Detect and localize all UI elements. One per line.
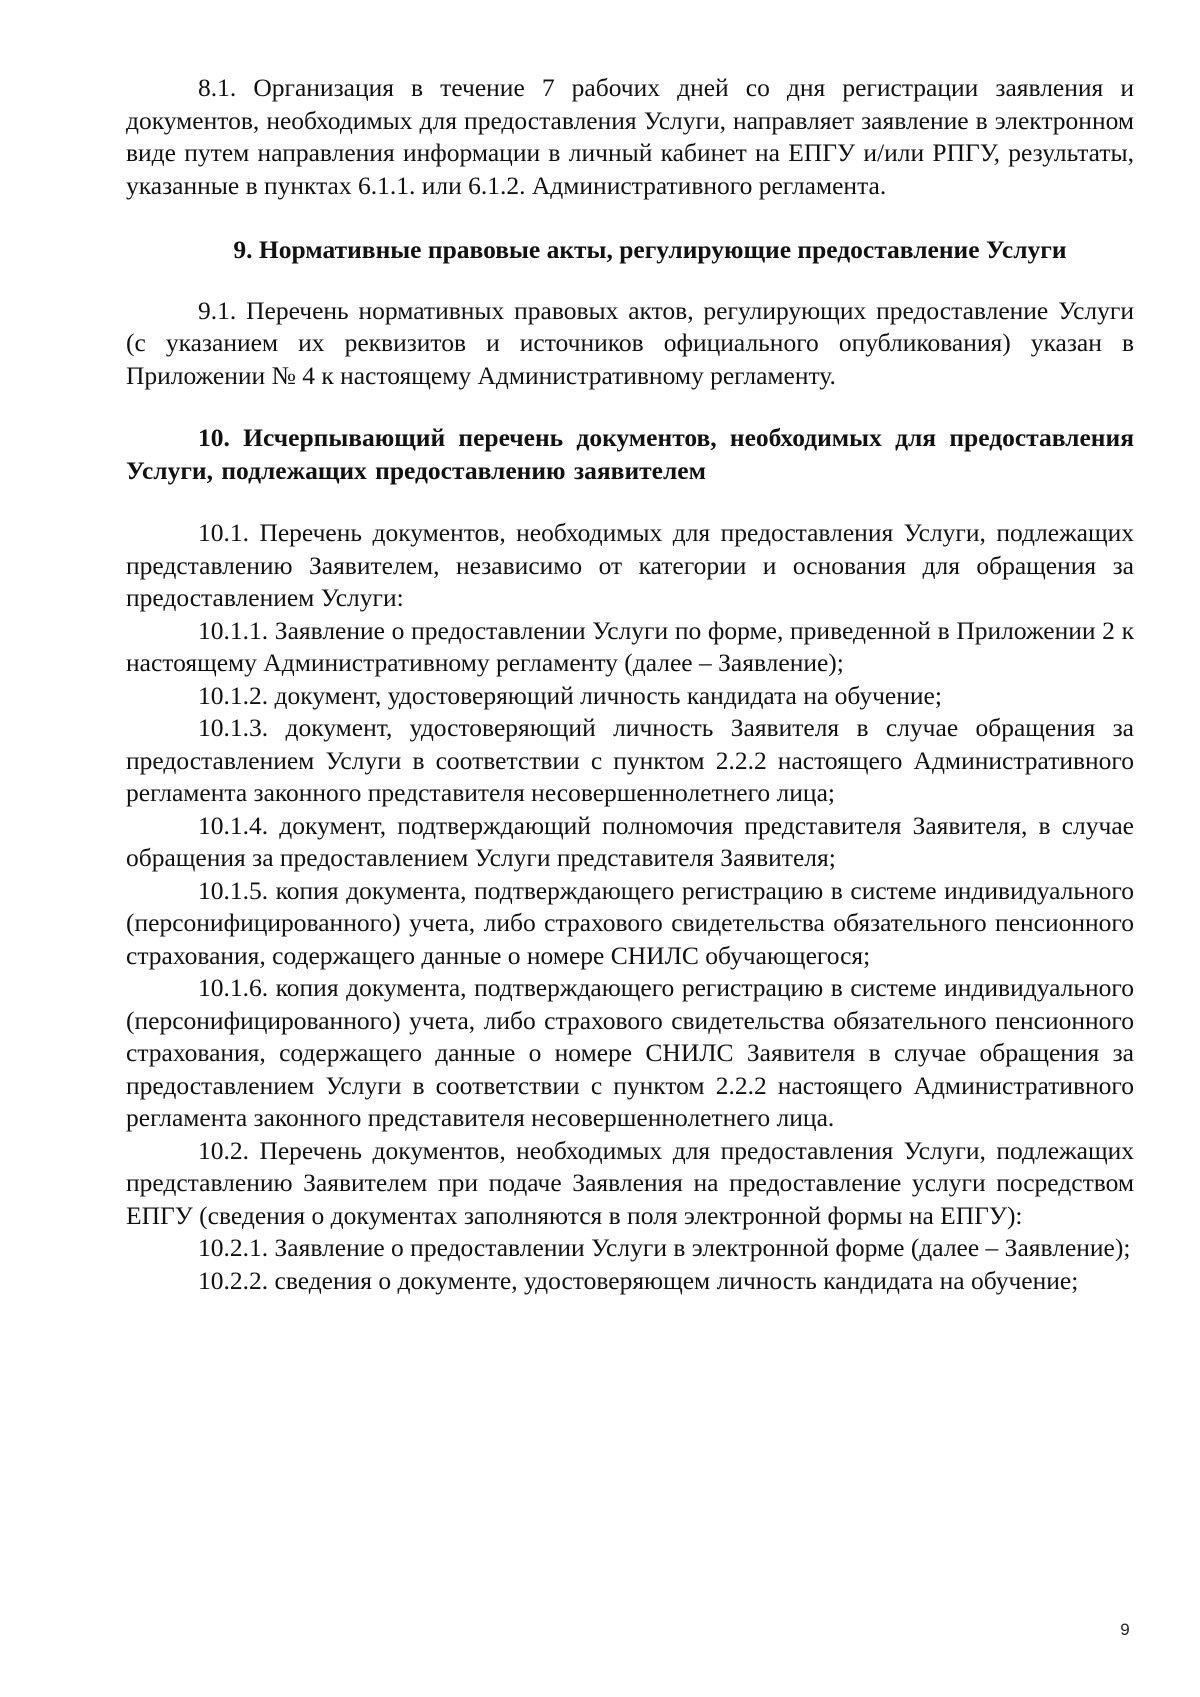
section-10-heading: 10. Исчерпывающий перечень документов, необходимых для предоставления Услуги, подлежащих предоставлению заявителем xyxy=(126,423,1134,485)
page-content xyxy=(126,72,1134,1297)
paragraph-10-2-1: 10.2.1. Заявление о предоставлении Услуги в электронной форме (далее – Заявление); xyxy=(198,1233,1131,1262)
paragraph-8-1: 8.1. Организация в течение 7 рабочих дней со дня регистрации заявления и документов, необходимых для предоставления Услуги, направляет заявление в электронном виде путем направления информации в личный кабинет на ЕПГУ и/или РПГУ, результаты, указанные в пунктах 6.1.1. или 6.1.2. Административного регламента. xyxy=(126,73,1134,200)
paragraph-10-1-6: 10.1.6. копия документа, подтверждающего регистрацию в системе индивидуального (персонифицированного) учета, либо страхового свидетельства обязательного пенсионного страхования, содержащего данные о номере СНИЛС Заявителя в случае обращения за предоставлением Услуги в соответствии с пунктом 2.2.2 настоящего Административного регламента законного представителя несовершеннолетнего лица. xyxy=(126,973,1134,1132)
paragraph-10-2-2: 10.2.2. сведения о документе, удостоверяющем личность кандидата на обучение; xyxy=(198,1265,1079,1295)
page-number: 9 xyxy=(1120,1620,1130,1639)
paragraph-10-1-3: 10.1.3. документ, удостоверяющий личность Заявителя в случае обращения за предоставлением Услуги в соответствии с пунктом 2.2.2 настоящего Административного регламента законного представителя несовершеннолетнего лица; xyxy=(126,713,1134,807)
paragraph-10-1-1: 10.1.1. Заявление о предоставлении Услуги по форме, приведенной в Приложении 2 к настоящему Административному регламенту (далее – Заявление); xyxy=(126,615,1134,677)
section-9-heading: 9. Нормативные правовые акты, регулирующие предоставление Услуги xyxy=(233,235,1067,264)
paragraph-10-1-4: 10.1.4. документ, подтверждающий полномочия представителя Заявителя, в случае обращения за предоставлением Услуги представителя Заявителя; xyxy=(126,810,1134,872)
paragraph-10-1-2: 10.1.2. документ, удостоверяющий личность кандидата на обучение; xyxy=(198,680,942,710)
paragraph-10-2: 10.2. Перечень документов, необходимых для предоставления Услуги, подлежащих представлению Заявителем при подаче Заявления на предоставление услуги посредством ЕПГУ (сведения о документах заполняются в поля электронной формы на ЕПГУ): xyxy=(126,1135,1134,1230)
paragraph-9-1: 9.1. Перечень нормативных правовых актов, регулирующих предоставление Услуги (с указанием их реквизитов и источников официального опубликования) указан в Приложении № 4 к настоящему Административному регламенту. xyxy=(126,295,1134,390)
paragraph-10-1: 10.1. Перечень документов, необходимых для предоставления Услуги, подлежащих представлению Заявителем, независимо от категории и основания для обращения за предоставлением Услуги: xyxy=(126,518,1134,612)
paragraph-10-1-5: 10.1.5. копия документа, подтверждающего регистрацию в системе индивидуального (персонифицированного) учета, либо страхового свидетельства обязательного пенсионного страхования, содержащего данные о номере СНИЛС обучающегося; xyxy=(126,875,1134,970)
